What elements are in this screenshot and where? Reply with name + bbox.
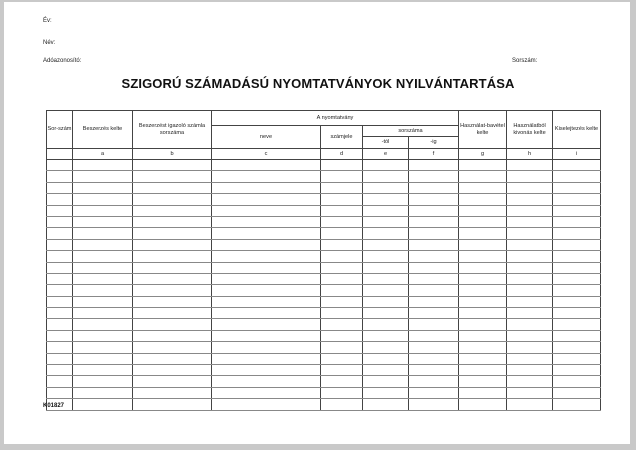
table-cell[interactable] — [553, 296, 601, 307]
table-cell[interactable] — [553, 171, 601, 182]
table-row — [47, 376, 601, 387]
table-cell[interactable] — [409, 194, 459, 205]
table-cell[interactable] — [409, 228, 459, 239]
table-cell[interactable] — [507, 365, 553, 376]
column-letter: a — [73, 149, 133, 160]
table-cell[interactable] — [363, 262, 409, 273]
table-row — [47, 182, 601, 193]
table-cell[interactable] — [321, 205, 363, 216]
table-cell[interactable] — [73, 319, 133, 330]
table-cell[interactable] — [553, 239, 601, 250]
table-cell[interactable] — [507, 262, 553, 273]
table-cell[interactable] — [133, 353, 212, 364]
table-cell[interactable] — [459, 353, 507, 364]
table-row — [47, 319, 601, 330]
column-letter: c — [212, 149, 321, 160]
table-cell[interactable] — [363, 205, 409, 216]
table-cell[interactable] — [459, 239, 507, 250]
table-cell[interactable] — [507, 182, 553, 193]
table-cell[interactable] — [321, 273, 363, 284]
table-cell[interactable] — [321, 330, 363, 341]
year-label: Év: — [43, 18, 52, 24]
table-cell[interactable] — [321, 308, 363, 319]
table-cell[interactable] — [212, 194, 321, 205]
column-letter: f — [409, 149, 459, 160]
table-cell[interactable] — [409, 296, 459, 307]
table-cell[interactable] — [409, 239, 459, 250]
table-cell[interactable] — [459, 262, 507, 273]
table-cell[interactable] — [321, 319, 363, 330]
table-cell[interactable] — [212, 387, 321, 398]
form-code: K01827 — [43, 403, 65, 409]
table-cell[interactable] — [212, 330, 321, 341]
table-cell[interactable] — [133, 251, 212, 262]
table-cell[interactable] — [133, 239, 212, 250]
table-cell[interactable] — [553, 262, 601, 273]
table-cell[interactable] — [133, 319, 212, 330]
table-cell[interactable] — [459, 251, 507, 262]
table-cell[interactable] — [363, 342, 409, 353]
table-row — [47, 365, 601, 376]
table-cell[interactable] — [507, 239, 553, 250]
column-letter: i — [553, 149, 601, 160]
table-cell[interactable] — [363, 182, 409, 193]
table-cell[interactable] — [507, 353, 553, 364]
table-cell[interactable] — [459, 376, 507, 387]
table-cell[interactable] — [459, 387, 507, 398]
table-cell[interactable] — [133, 273, 212, 284]
table-row — [47, 342, 601, 353]
table-cell[interactable] — [321, 353, 363, 364]
table-cell[interactable] — [459, 285, 507, 296]
table-cell[interactable] — [409, 353, 459, 364]
table-cell[interactable] — [73, 182, 133, 193]
table-cell[interactable] — [47, 342, 73, 353]
tax-id-label: Adóazonosító: — [43, 58, 82, 64]
table-cell[interactable] — [73, 251, 133, 262]
table-cell[interactable] — [212, 251, 321, 262]
table-cell[interactable] — [363, 194, 409, 205]
table-cell[interactable] — [459, 182, 507, 193]
table-cell[interactable] — [409, 376, 459, 387]
table-cell[interactable] — [212, 216, 321, 227]
header-group-sorszama: sorszáma — [363, 126, 459, 137]
table-cell[interactable] — [212, 273, 321, 284]
table-cell[interactable] — [133, 399, 212, 410]
table-cell[interactable] — [73, 171, 133, 182]
table-row — [47, 205, 601, 216]
table-cell[interactable] — [363, 228, 409, 239]
table-cell[interactable] — [553, 308, 601, 319]
table-cell[interactable] — [409, 342, 459, 353]
table-cell[interactable] — [212, 239, 321, 250]
table-cell[interactable] — [47, 353, 73, 364]
table-cell[interactable] — [321, 228, 363, 239]
table-cell[interactable] — [73, 296, 133, 307]
table-cell[interactable] — [133, 387, 212, 398]
header-beszerzest-igazolo: Beszerzést igazoló számla sorszáma — [133, 111, 212, 149]
table-cell[interactable] — [321, 296, 363, 307]
table-cell[interactable] — [363, 399, 409, 410]
table-cell[interactable] — [47, 376, 73, 387]
table-cell[interactable] — [321, 342, 363, 353]
table-cell[interactable] — [212, 399, 321, 410]
table-cell[interactable] — [507, 273, 553, 284]
column-letter — [47, 149, 73, 160]
table-cell[interactable] — [553, 376, 601, 387]
table-row — [47, 171, 601, 182]
table-cell[interactable] — [321, 160, 363, 171]
table-cell[interactable] — [73, 194, 133, 205]
table-cell[interactable] — [321, 285, 363, 296]
table-cell[interactable] — [133, 376, 212, 387]
table-cell[interactable] — [73, 228, 133, 239]
table-cell[interactable] — [553, 194, 601, 205]
table-row — [47, 160, 601, 171]
table-cell[interactable] — [553, 342, 601, 353]
table-cell[interactable] — [212, 160, 321, 171]
header-szamjele: számjele — [321, 126, 363, 149]
table-cell[interactable] — [459, 319, 507, 330]
header-kiselejtezes: Kiselejtezés kelte — [553, 111, 601, 149]
table-cell[interactable] — [363, 319, 409, 330]
table-cell[interactable] — [73, 376, 133, 387]
table-cell[interactable] — [459, 365, 507, 376]
column-letter: h — [507, 149, 553, 160]
table-cell[interactable] — [363, 160, 409, 171]
table-cell[interactable] — [363, 239, 409, 250]
table-cell[interactable] — [363, 273, 409, 284]
table-cell[interactable] — [212, 205, 321, 216]
table-row — [47, 353, 601, 364]
table-cell[interactable] — [507, 228, 553, 239]
table-cell[interactable] — [553, 319, 601, 330]
table-cell[interactable] — [363, 296, 409, 307]
table-cell[interactable] — [363, 285, 409, 296]
table-cell[interactable] — [507, 399, 553, 410]
table-row — [47, 239, 601, 250]
table-cell[interactable] — [507, 205, 553, 216]
table-cell[interactable] — [459, 194, 507, 205]
header-hasznalatbavetel: Használat-bavétel kelte — [459, 111, 507, 149]
table-cell[interactable] — [553, 399, 601, 410]
table-cell[interactable] — [363, 171, 409, 182]
table-cell[interactable] — [507, 308, 553, 319]
table-cell[interactable] — [212, 171, 321, 182]
table-cell[interactable] — [73, 387, 133, 398]
table-cell[interactable] — [212, 296, 321, 307]
column-letter-row — [47, 149, 601, 160]
table-cell[interactable] — [73, 308, 133, 319]
table-cell[interactable] — [363, 365, 409, 376]
table-cell[interactable] — [553, 365, 601, 376]
table-cell[interactable] — [133, 262, 212, 273]
table-cell[interactable] — [553, 205, 601, 216]
table-cell[interactable] — [409, 273, 459, 284]
table-cell[interactable] — [73, 160, 133, 171]
table-cell[interactable] — [47, 239, 73, 250]
table-cell[interactable] — [409, 285, 459, 296]
table-cell[interactable] — [507, 330, 553, 341]
header-group-nyomtatvany: A nyomtatvány — [212, 111, 459, 126]
table-cell[interactable] — [73, 262, 133, 273]
header-neve: neve — [212, 126, 321, 149]
table-cell[interactable] — [133, 205, 212, 216]
table-cell[interactable] — [47, 330, 73, 341]
table-cell[interactable] — [553, 251, 601, 262]
table-cell[interactable] — [212, 182, 321, 193]
column-letter: b — [133, 149, 212, 160]
serial-number-label: Sorszám: — [512, 58, 538, 64]
table-cell[interactable] — [321, 251, 363, 262]
table-cell[interactable] — [47, 262, 73, 273]
table-cell[interactable] — [321, 194, 363, 205]
table-row — [47, 273, 601, 284]
table-cell[interactable] — [363, 376, 409, 387]
table-cell[interactable] — [459, 216, 507, 227]
table-cell[interactable] — [47, 228, 73, 239]
table-cell[interactable] — [321, 399, 363, 410]
table-cell[interactable] — [553, 182, 601, 193]
table-row — [47, 228, 601, 239]
table-cell[interactable] — [507, 387, 553, 398]
table-cell[interactable] — [133, 182, 212, 193]
table-cell[interactable] — [47, 160, 73, 171]
table-row — [47, 387, 601, 398]
table-row — [47, 216, 601, 227]
table-cell[interactable] — [321, 387, 363, 398]
table-cell[interactable] — [133, 330, 212, 341]
table-row — [47, 399, 601, 410]
table-cell[interactable] — [212, 308, 321, 319]
table-cell[interactable] — [553, 330, 601, 341]
table-row — [47, 194, 601, 205]
table-cell[interactable] — [47, 319, 73, 330]
table-cell[interactable] — [321, 239, 363, 250]
table-cell[interactable] — [321, 376, 363, 387]
table-cell[interactable] — [553, 228, 601, 239]
table-cell[interactable] — [73, 342, 133, 353]
table-cell[interactable] — [212, 285, 321, 296]
table-cell[interactable] — [507, 376, 553, 387]
table-cell[interactable] — [459, 171, 507, 182]
table-cell[interactable] — [459, 228, 507, 239]
table-cell[interactable] — [73, 273, 133, 284]
table-cell[interactable] — [553, 216, 601, 227]
header-ig: -ig — [409, 137, 459, 149]
table-cell[interactable] — [363, 330, 409, 341]
table-cell[interactable] — [363, 387, 409, 398]
table-cell[interactable] — [409, 365, 459, 376]
table-cell[interactable] — [409, 205, 459, 216]
table-row — [47, 285, 601, 296]
table-cell[interactable] — [409, 399, 459, 410]
table-cell[interactable] — [507, 251, 553, 262]
table-cell[interactable] — [459, 342, 507, 353]
table-cell[interactable] — [409, 160, 459, 171]
ledger-table — [46, 110, 601, 411]
table-cell[interactable] — [459, 273, 507, 284]
table-cell[interactable] — [212, 365, 321, 376]
table-cell[interactable] — [409, 262, 459, 273]
header-beszerzes-kelte: Beszerzés kelte — [73, 111, 133, 149]
table-cell[interactable] — [47, 194, 73, 205]
table-cell[interactable] — [212, 262, 321, 273]
table-cell[interactable] — [133, 285, 212, 296]
table-cell[interactable] — [212, 342, 321, 353]
table-row — [47, 308, 601, 319]
table-cell[interactable] — [507, 285, 553, 296]
table-cell[interactable] — [459, 330, 507, 341]
table-cell[interactable] — [459, 308, 507, 319]
form-title: SZIGORÚ SZÁMADÁSÚ NYOMTATVÁNYOK NYILVÁNTARTÁSA — [121, 76, 515, 91]
table-cell[interactable] — [459, 160, 507, 171]
table-row — [47, 330, 601, 341]
table-cell[interactable] — [409, 330, 459, 341]
table-cell[interactable] — [321, 216, 363, 227]
table-cell[interactable] — [47, 365, 73, 376]
table-cell[interactable] — [73, 399, 133, 410]
table-cell[interactable] — [321, 182, 363, 193]
table-cell[interactable] — [47, 205, 73, 216]
table-cell[interactable] — [553, 353, 601, 364]
table-cell[interactable] — [459, 399, 507, 410]
table-cell[interactable] — [212, 376, 321, 387]
table-cell[interactable] — [47, 273, 73, 284]
table-cell[interactable] — [47, 216, 73, 227]
table-cell[interactable] — [507, 319, 553, 330]
column-letter: e — [363, 149, 409, 160]
table-cell[interactable] — [73, 239, 133, 250]
table-cell[interactable] — [133, 160, 212, 171]
table-cell[interactable] — [73, 285, 133, 296]
table-cell[interactable] — [212, 353, 321, 364]
table-cell[interactable] — [47, 171, 73, 182]
table-cell[interactable] — [73, 216, 133, 227]
table-cell[interactable] — [133, 296, 212, 307]
table-cell[interactable] — [363, 251, 409, 262]
table-cell[interactable] — [459, 205, 507, 216]
name-label: Név: — [43, 40, 56, 46]
table-cell[interactable] — [47, 182, 73, 193]
header-hasznalatbol: Használatból kivonás kelte — [507, 111, 553, 149]
table-cell[interactable] — [363, 216, 409, 227]
table-cell[interactable] — [409, 319, 459, 330]
table-cell[interactable] — [321, 171, 363, 182]
table-cell[interactable] — [507, 216, 553, 227]
table-cell[interactable] — [212, 319, 321, 330]
table-cell[interactable] — [507, 342, 553, 353]
header-tol: -tól — [363, 137, 409, 149]
table-cell[interactable] — [47, 296, 73, 307]
table-cell[interactable] — [553, 273, 601, 284]
table-cell[interactable] — [553, 285, 601, 296]
table-cell[interactable] — [133, 171, 212, 182]
table-cell[interactable] — [409, 171, 459, 182]
table-cell[interactable] — [507, 171, 553, 182]
table-cell[interactable] — [553, 160, 601, 171]
header-sorszam: Sor-szám — [47, 111, 73, 149]
table-cell[interactable] — [133, 308, 212, 319]
table-cell[interactable] — [47, 251, 73, 262]
table-cell[interactable] — [409, 182, 459, 193]
table-cell[interactable] — [47, 387, 73, 398]
table-cell[interactable] — [321, 262, 363, 273]
table-cell[interactable] — [507, 296, 553, 307]
table-cell[interactable] — [133, 228, 212, 239]
table-row — [47, 296, 601, 307]
table-cell[interactable] — [363, 353, 409, 364]
table-row — [47, 262, 601, 273]
table-cell[interactable] — [73, 330, 133, 341]
table-cell[interactable] — [47, 285, 73, 296]
table-cell[interactable] — [507, 160, 553, 171]
table-row — [47, 251, 601, 262]
table-cell[interactable] — [321, 365, 363, 376]
table-cell[interactable] — [409, 216, 459, 227]
ledger-body — [47, 160, 601, 411]
table-cell[interactable] — [73, 353, 133, 364]
table-cell[interactable] — [73, 205, 133, 216]
column-letter: d — [321, 149, 363, 160]
table-cell[interactable] — [133, 194, 212, 205]
table-cell[interactable] — [409, 251, 459, 262]
column-letter: g — [459, 149, 507, 160]
table-cell[interactable] — [363, 308, 409, 319]
table-cell[interactable] — [133, 342, 212, 353]
table-cell[interactable] — [507, 194, 553, 205]
table-cell[interactable] — [133, 365, 212, 376]
table-cell[interactable] — [409, 308, 459, 319]
table-cell[interactable] — [553, 387, 601, 398]
table-cell[interactable] — [73, 365, 133, 376]
table-cell[interactable] — [459, 296, 507, 307]
table-cell[interactable] — [133, 216, 212, 227]
table-cell[interactable] — [409, 387, 459, 398]
table-cell[interactable] — [212, 228, 321, 239]
table-cell[interactable] — [47, 308, 73, 319]
